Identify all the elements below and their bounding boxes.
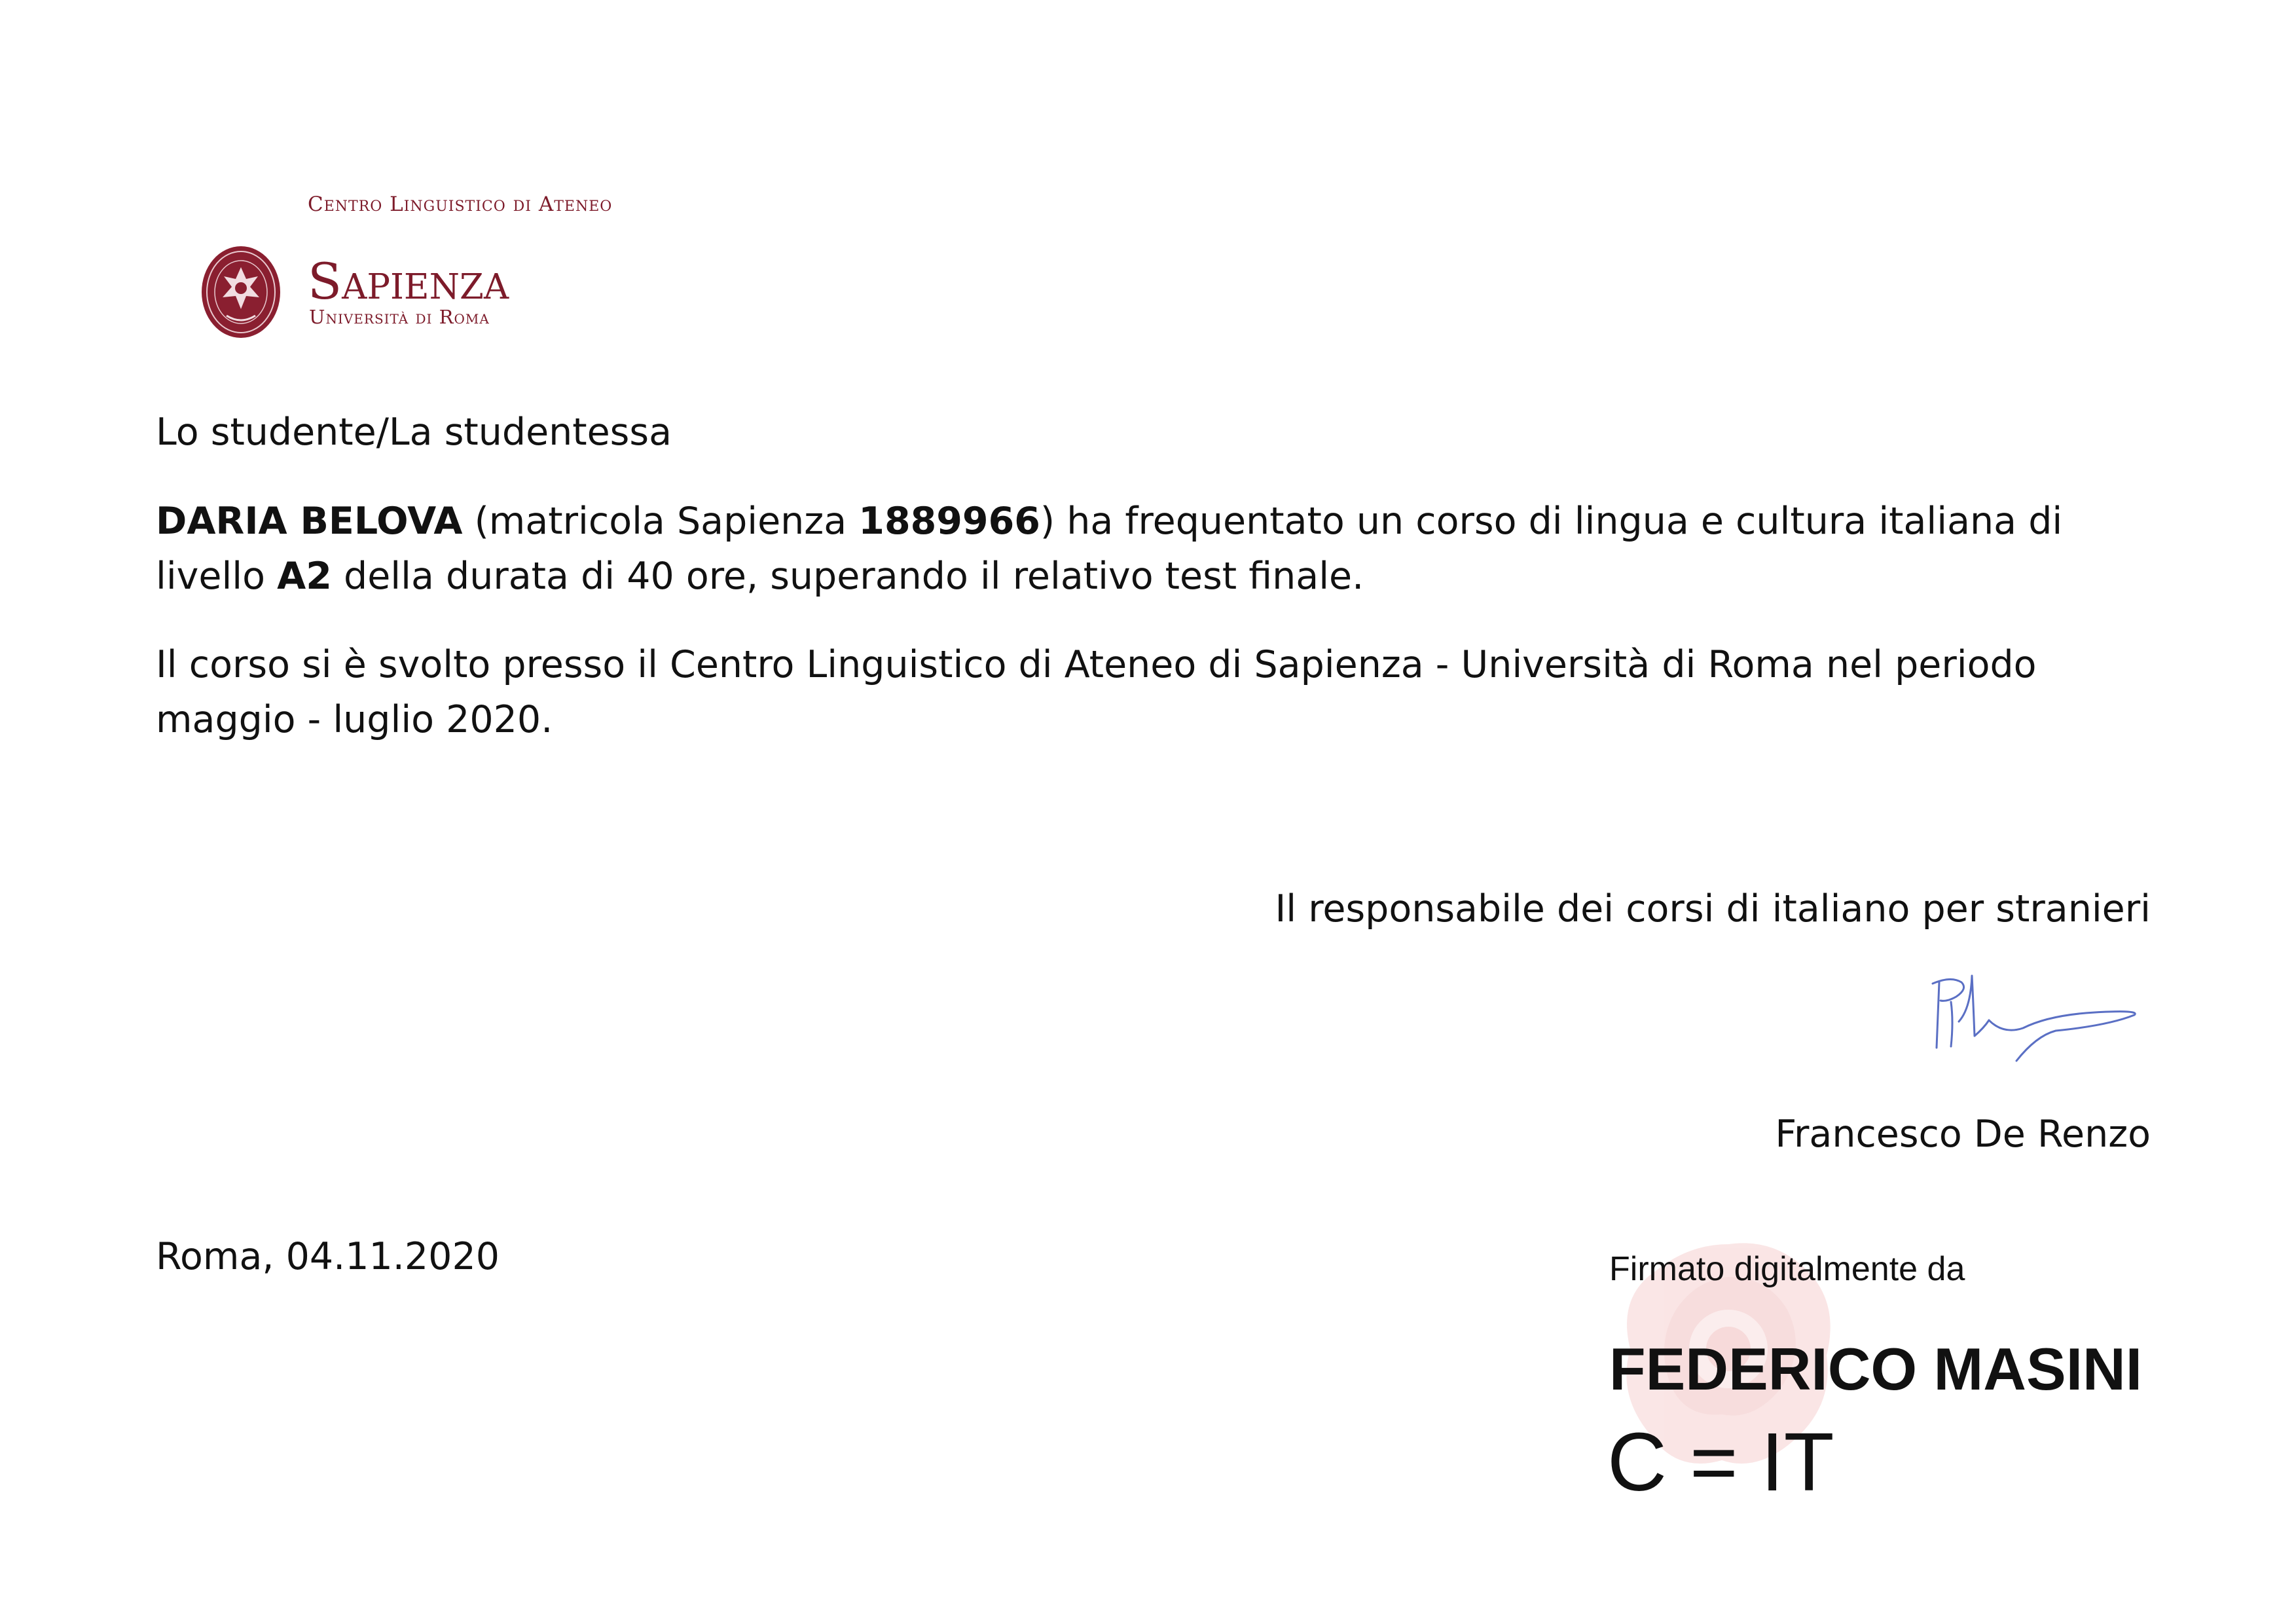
signatory-name: Francesco De Renzo xyxy=(1775,1113,2151,1156)
digital-signature-label: Firmato digitalmente da xyxy=(1609,1250,1965,1288)
matricola-number: 1889966 xyxy=(858,500,1040,543)
signatory-title: Il responsabile dei corsi di italiano per stranieri xyxy=(1275,887,2151,931)
certificate-paragraph-2-line-2: maggio - luglio 2020. xyxy=(156,698,553,741)
digital-signer-country: C = IT xyxy=(1607,1416,1834,1508)
matricola-label: (matricola Sapienza xyxy=(462,500,859,543)
certificate-paragraph-1-line-2 xyxy=(156,549,1364,604)
certificate-paragraph-2-line-1: Il corso si è svolto presso il Centro Linguistico di Ateneo di Sapienza - Università di Roma nel periodo xyxy=(156,643,2037,686)
university-subtitle: Università di Roma xyxy=(309,306,490,328)
university-name: Sapienza xyxy=(308,252,509,310)
course-duration: della durata di 40 ore, superando il relativo test finale. xyxy=(331,555,1364,598)
course-description: ) ha frequentato un corso di lingua e cultura italiana di xyxy=(1040,500,2063,543)
place-and-date: Roma, 04.11.2020 xyxy=(156,1235,500,1278)
sapienza-seal-icon xyxy=(200,245,282,339)
certificate-paragraph-1-line-1 xyxy=(156,494,2062,549)
centre-name: Centro Linguistico di Ateneo xyxy=(308,193,613,216)
intro-text: Lo studente/La studentessa xyxy=(156,411,672,454)
handwritten-signature-icon xyxy=(1925,963,2160,1074)
level-prefix: livello xyxy=(156,555,278,598)
course-level: A2 xyxy=(277,555,332,598)
student-name: DARIA BELOVA xyxy=(156,500,463,543)
digital-signer-name: FEDERICO MASINI xyxy=(1609,1337,2142,1403)
